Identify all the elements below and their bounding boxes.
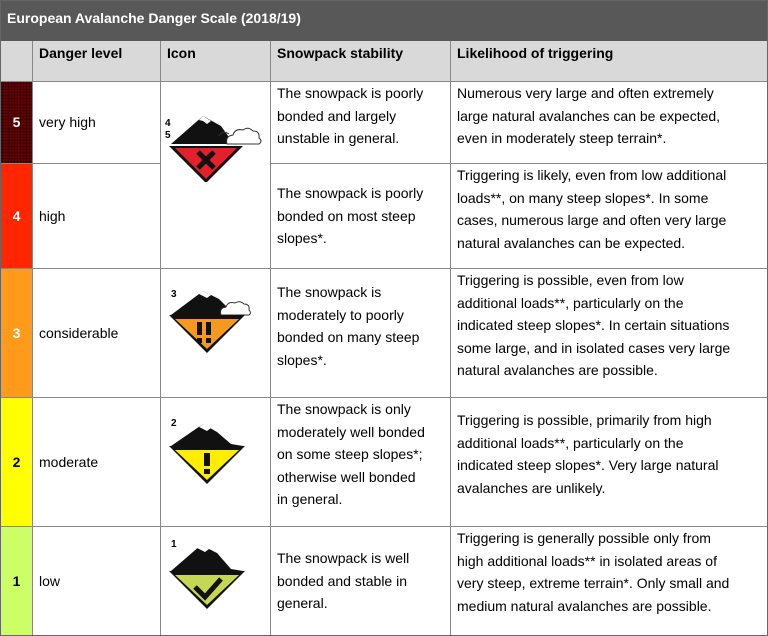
level-label-low: low bbox=[33, 527, 161, 635]
likelihood-text-1: Triggering is generally possible only from high additional loads** in isolated areas of very steep, extreme terrain*. Only small and medium natural avalanches are possible. bbox=[457, 530, 730, 614]
level-label-considerable: considerable bbox=[33, 269, 161, 398]
level-label-high: high bbox=[33, 164, 161, 269]
danger-1-icon bbox=[161, 527, 271, 627]
danger-4-5-icon bbox=[161, 82, 271, 182]
snowpack-text-5: The snowpack is poorly bonded and largely unstable in general. bbox=[271, 82, 451, 164]
svg-text:5: 5 bbox=[165, 130, 171, 141]
icon-cell-2 bbox=[161, 398, 271, 527]
likelihood-text-3: Triggering is possible, even from low additional loads**, particularly on the indicated steep slopes*. In certain situations some large, and in isolated cases very large natural avalanches are possible. bbox=[451, 269, 767, 398]
header-danger-level: Danger level bbox=[33, 41, 161, 82]
snowpack-text-3: The snowpack is moderately to poorly bonded on many steep slopes*. bbox=[271, 269, 451, 398]
header-icon: Icon bbox=[161, 41, 271, 82]
svg-text:3: 3 bbox=[171, 289, 177, 300]
header-likelihood: Likelihood of triggering bbox=[451, 41, 767, 82]
level-label-moderate: moderate bbox=[33, 398, 161, 527]
header-snowpack: Snowpack stability bbox=[271, 41, 451, 82]
svg-text:1: 1 bbox=[171, 539, 177, 550]
level-number-1: 1 bbox=[1, 527, 33, 635]
level-number-3: 3 bbox=[1, 269, 33, 398]
header-number bbox=[1, 41, 33, 82]
svg-text:4: 4 bbox=[165, 118, 171, 129]
danger-3-icon bbox=[161, 269, 271, 369]
snowpack-text-2: The snowpack is only moderately well bonded on some steep slopes*; otherwise well bonded in general. bbox=[271, 398, 451, 527]
level-label-very-high: very high bbox=[33, 82, 161, 164]
level-number-4: 4 bbox=[1, 164, 33, 269]
snowpack-text-1: The snowpack is well bonded and stable in general. bbox=[271, 527, 451, 635]
table-title: European Avalanche Danger Scale (2018/19) bbox=[1, 1, 767, 41]
level-number-2: 2 bbox=[1, 398, 33, 527]
icon-cell-1 bbox=[161, 527, 271, 635]
icon-cell-4-5 bbox=[161, 82, 271, 269]
svg-text:2: 2 bbox=[171, 418, 177, 429]
likelihood-text-2: Triggering is possible, primarily from high additional loads**, particularly on the indicated steep slopes*. Very large natural avalanches are unlikely. bbox=[451, 398, 767, 527]
likelihood-text-5: Numerous very large and often extremely large natural avalanches can be expected, even in moderately steep terrain*. bbox=[451, 82, 767, 164]
snowpack-text-4: The snowpack is poorly bonded on most steep slopes*. bbox=[271, 164, 451, 269]
likelihood-text-4: Triggering is likely, even from low additional loads**, on many steep slopes*. In some cases, numerous large and often very large natural avalanches can be expected. bbox=[451, 164, 767, 269]
level-number-5: 5 bbox=[1, 82, 33, 164]
danger-2-icon bbox=[161, 398, 271, 498]
icon-cell-3 bbox=[161, 269, 271, 398]
